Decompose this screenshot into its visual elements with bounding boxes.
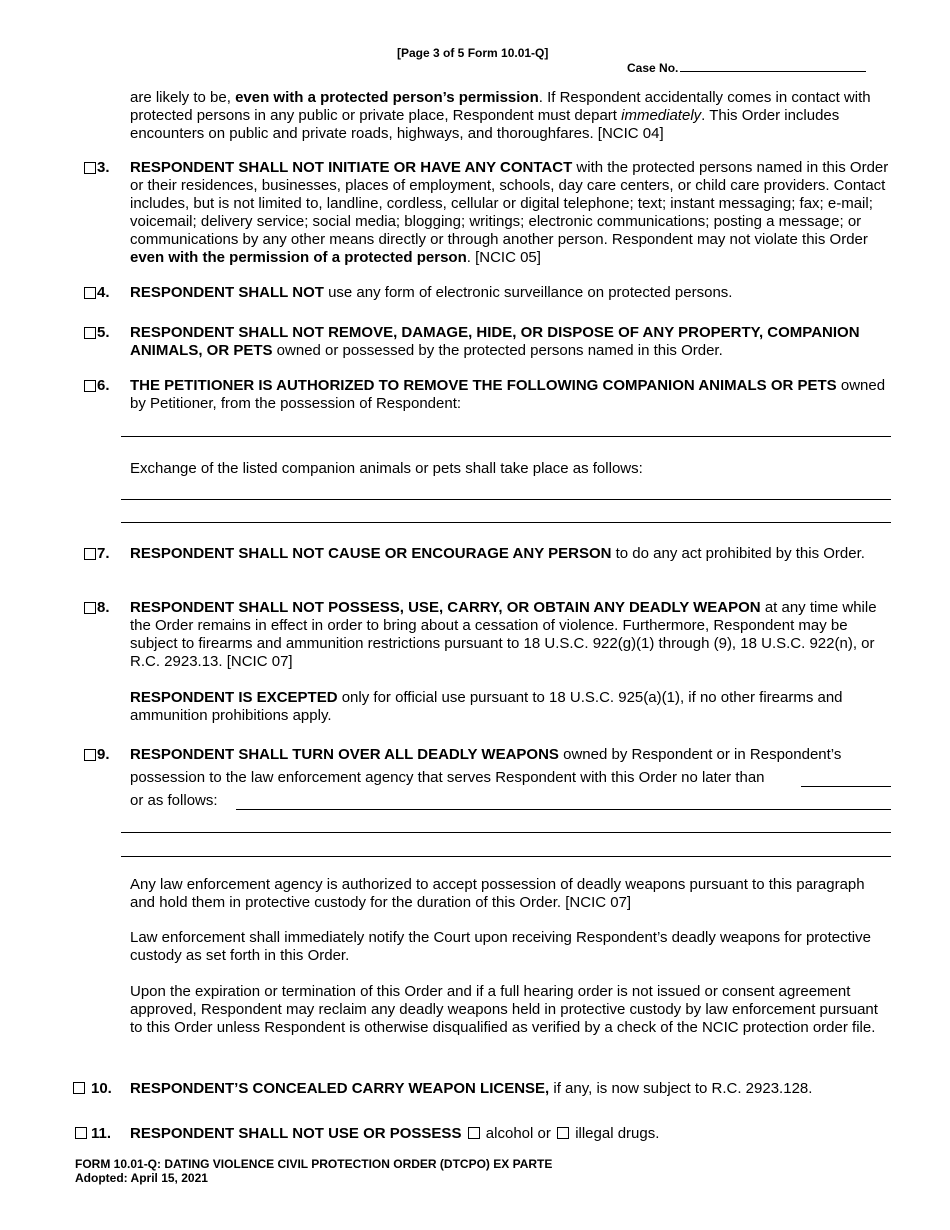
item-3-text: RESPONDENT SHALL NOT INITIATE OR HAVE ANY CONTACT with the protected persons named in this Order or their residences, businesses, places of employment, schools, day care centers, or child care providers. Contact includes, but is not limited to, landline, cordless, cellular or digital telephone; text; instant messaging; fax; e-mail; voicemail; delivery service; social media; blogging; writings; electronic communications; posting a message; or communications by any other means directly or through another person. Respondent may not violate this Order even with the permission of a protected person. [NCIC 05]: [130, 159, 889, 266]
item-7-checkbox[interactable]: [84, 548, 96, 560]
alcohol-checkbox[interactable]: [468, 1127, 480, 1139]
alcohol-label: alcohol or: [485, 1125, 551, 1142]
as-follows-line-3[interactable]: [121, 856, 891, 857]
item-9-deadline-text: possession to the law enforcement agency that serves Respondent with this Order no later than: [130, 769, 765, 786]
item-8-text: RESPONDENT SHALL NOT POSSESS, USE, CARRY, OR OBTAIN ANY DEADLY WEAPON at any time while the Order remains in effect in order to bring about a cessation of violence. Furthermore, Respondent may be subject to firearms and ammunition restrictions pursuant to 18 U.S.C. 922(g)(1) through (9), 18 U.S.C. 922(n), or R.C. 2923.13. [NCIC 07]: [130, 599, 877, 670]
as-follows-line-2[interactable]: [121, 832, 891, 833]
item-11-number: 11.: [91, 1125, 112, 1142]
case-no-label: Case No.: [627, 61, 679, 75]
exchange-text: Exchange of the listed companion animals or pets shall take place as follows:: [130, 460, 643, 477]
item-11-text: RESPONDENT SHALL NOT USE OR POSSESS alcohol or illegal drugs.: [130, 1125, 660, 1142]
item-8-number: 8.: [97, 599, 110, 616]
item-9-checkbox[interactable]: [84, 749, 96, 761]
item-10-number: 10.: [91, 1080, 112, 1097]
item-5-checkbox[interactable]: [84, 327, 96, 339]
item-10-text: RESPONDENT’S CONCEALED CARRY WEAPON LICENSE, if any, is now subject to R.C. 2923.128.: [130, 1080, 813, 1097]
illegal-drugs-label: illegal drugs.: [575, 1125, 660, 1142]
item-4-checkbox[interactable]: [84, 287, 96, 299]
item-10-checkbox[interactable]: [73, 1082, 85, 1094]
item-11-checkbox[interactable]: [75, 1127, 87, 1139]
intro-paragraph: are likely to be, even with a protected person’s permission. If Respondent accidentally comes in contact with protected persons in any public or private place, Respondent must depart immediately. This Order includes encounters on public and private roads, highways, and thoroughfares. [NCIC 04]: [130, 89, 871, 142]
item-4-number: 4.: [97, 284, 110, 301]
page-label: [Page 3 of 5 Form 10.01-Q]: [397, 46, 549, 60]
form-footer: [75, 1157, 552, 1185]
case-no-field[interactable]: [680, 71, 866, 72]
illegal-drugs-checkbox[interactable]: [557, 1127, 569, 1139]
item-5-number: 5.: [97, 324, 110, 341]
form-title: FORM 10.01-Q: DATING VIOLENCE CIVIL PROTECTION ORDER (DTCPO) EX PARTE: [75, 1157, 553, 1171]
item-4-text: RESPONDENT SHALL NOT use any form of electronic surveillance on protected persons.: [130, 284, 733, 301]
pets-list-line-1[interactable]: [121, 436, 891, 437]
as-follows-line-1[interactable]: [236, 809, 891, 810]
item-3-number: 3.: [97, 159, 110, 176]
item-6-text: THE PETITIONER IS AUTHORIZED TO REMOVE THE FOLLOWING COMPANION ANIMALS OR PETS owned by Petitioner, from the possession of Respondent:: [130, 377, 886, 412]
item-5-text: RESPONDENT SHALL NOT REMOVE, DAMAGE, HIDE, OR DISPOSE OF ANY PROPERTY, COMPANION ANIMALS, OR PETS owned or possessed by the protected persons named in this Order.: [130, 324, 860, 359]
item-3-checkbox[interactable]: [84, 162, 96, 174]
item-7-text: RESPONDENT SHALL NOT CAUSE OR ENCOURAGE ANY PERSON to do any act prohibited by this Order.: [130, 545, 865, 562]
adopted-date: Adopted: April 15, 2021: [75, 1171, 208, 1185]
item-6-number: 6.: [97, 377, 110, 394]
item-9-as-follows-label: or as follows:: [130, 792, 218, 809]
exchange-line-1[interactable]: [121, 499, 891, 500]
item-8-exception: RESPONDENT IS EXCEPTED only for official use pursuant to 18 U.S.C. 925(a)(1), if no other firearms and ammunition prohibitions apply.: [130, 689, 843, 724]
item-7-number: 7.: [97, 545, 110, 562]
deadline-field[interactable]: [801, 786, 891, 787]
item-9-reclaim-paragraph: Upon the expiration or termination of this Order and if a full hearing order is not issued or consent agreement approved, Respondent may reclaim any deadly weapons held in protective custody by law enforcement pursuant to this Order unless Respondent is otherwise disqualified as verified by a check of the NCIC protection order file.: [130, 983, 878, 1036]
item-9-notify-paragraph: Law enforcement shall immediately notify the Court upon receiving Respondent’s deadly weapons for protective custody as set forth in this Order.: [130, 929, 871, 964]
exchange-line-2[interactable]: [121, 522, 891, 523]
item-9-custody-paragraph: Any law enforcement agency is authorized to accept possession of deadly weapons pursuant to this paragraph and hold them in protective custody for the duration of this Order. [NCIC 07]: [130, 876, 865, 911]
item-8-checkbox[interactable]: [84, 602, 96, 614]
item-9-text: RESPONDENT SHALL TURN OVER ALL DEADLY WEAPONS owned by Respondent or in Respondent’s: [130, 746, 842, 763]
item-6-checkbox[interactable]: [84, 380, 96, 392]
item-9-number: 9.: [97, 746, 110, 763]
